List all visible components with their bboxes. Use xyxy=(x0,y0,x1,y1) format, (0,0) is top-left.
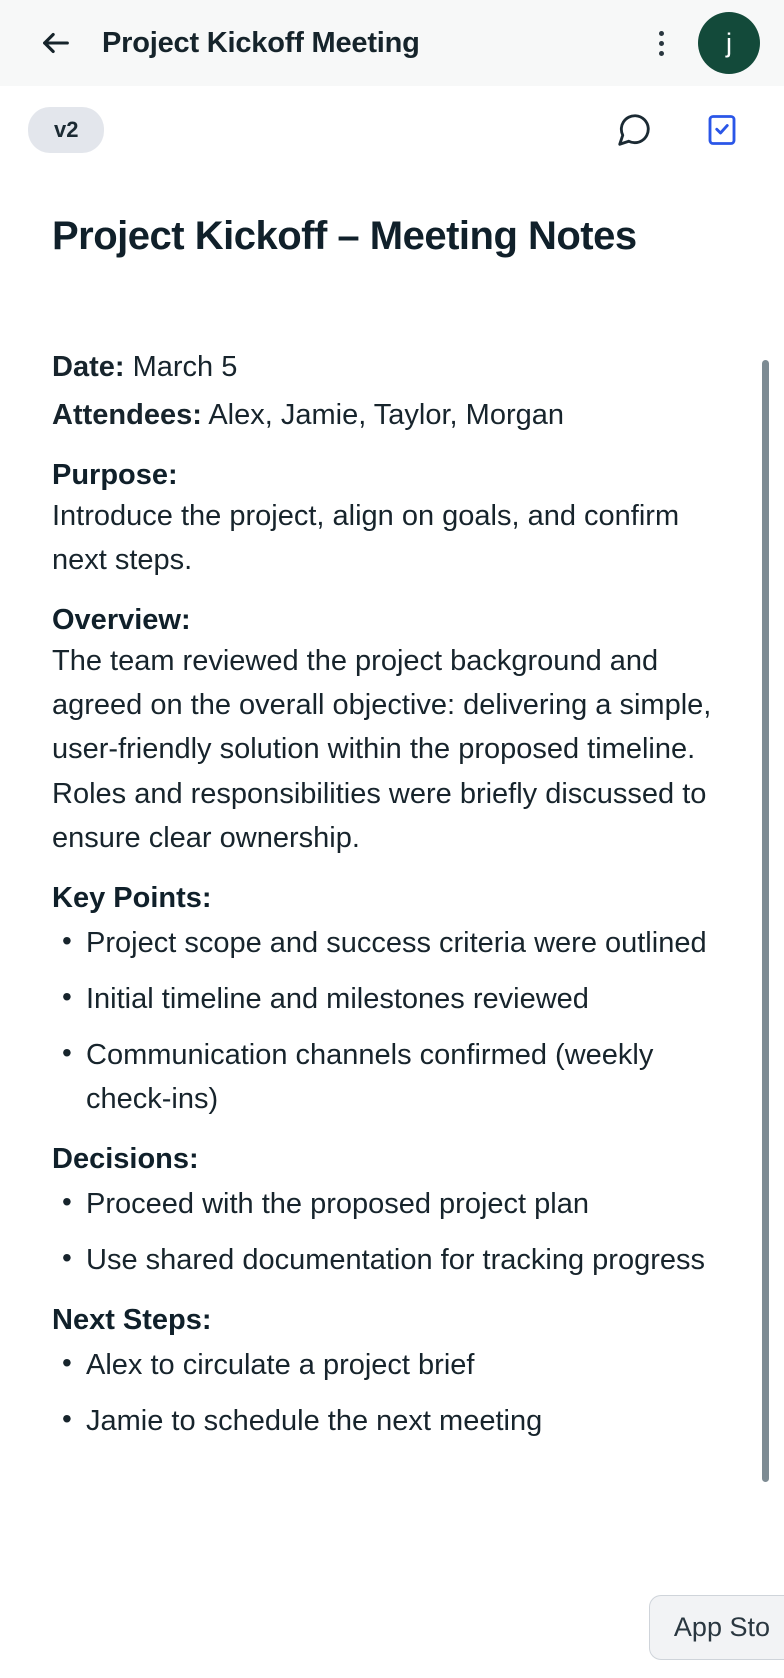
decisions-list xyxy=(52,1182,724,1282)
key-points-heading: Key Points: xyxy=(52,881,212,914)
document-toolbar xyxy=(0,86,784,174)
list-item: • Proceed with the proposed project plan xyxy=(52,1182,724,1226)
next-steps-heading: Next Steps: xyxy=(52,1304,212,1337)
checklist-icon[interactable] xyxy=(694,102,750,158)
version-badge[interactable]: v2 xyxy=(28,107,104,153)
key-points-list xyxy=(52,921,724,1121)
list-item: • Project scope and success criteria were outlined xyxy=(52,921,724,965)
overview-text: The team reviewed the project background and agreed on the overall objective: delivering a simple, user-friendly solution within the proposed timeline. Roles and responsibilities were briefly discussed to ensure clear ownership. xyxy=(52,645,712,854)
attendees-label: Attendees: xyxy=(52,399,202,432)
list-item: • Initial timeline and milestones reviewed xyxy=(52,977,724,1021)
kebab-dot xyxy=(659,31,664,36)
purpose-heading: Purpose: xyxy=(52,459,178,492)
avatar[interactable]: j xyxy=(698,12,760,74)
comment-bubble-icon[interactable] xyxy=(606,102,662,158)
list-item: • Jamie to schedule the next meeting xyxy=(52,1399,724,1443)
document-content xyxy=(0,174,784,1443)
kebab-dot xyxy=(659,51,664,56)
vertical-scrollbar[interactable] xyxy=(762,360,769,1482)
list-item: • Alex to circulate a project brief xyxy=(52,1343,724,1387)
attendees-value: Alex, Jamie, Taylor, Morgan xyxy=(208,399,565,432)
app-bar xyxy=(0,0,784,86)
app-store-chip[interactable]: App Sto xyxy=(649,1595,784,1660)
attendees-line xyxy=(52,393,724,437)
overview-heading: Overview: xyxy=(52,604,191,637)
document-title: Project Kickoff – Meeting Notes xyxy=(52,214,637,258)
next-steps-list xyxy=(52,1343,724,1443)
decisions-heading: Decisions: xyxy=(52,1143,199,1176)
document-scroll-area[interactable] xyxy=(0,174,784,1678)
date-value: March 5 xyxy=(132,351,238,383)
list-item: • Use shared documentation for tracking progress xyxy=(52,1238,724,1282)
date-line xyxy=(52,345,724,389)
kebab-menu-icon[interactable] xyxy=(638,20,684,66)
date-label: Date: xyxy=(52,351,125,383)
back-arrow-icon[interactable] xyxy=(34,21,78,65)
meta-block xyxy=(52,345,724,437)
purpose-text: Introduce the project, align on goals, and confirm next steps. xyxy=(52,500,680,577)
page-title: Project Kickoff Meeting xyxy=(102,26,420,59)
list-item: • Communication channels confirmed (weekly check-ins) xyxy=(52,1033,724,1121)
kebab-dot xyxy=(659,41,664,46)
